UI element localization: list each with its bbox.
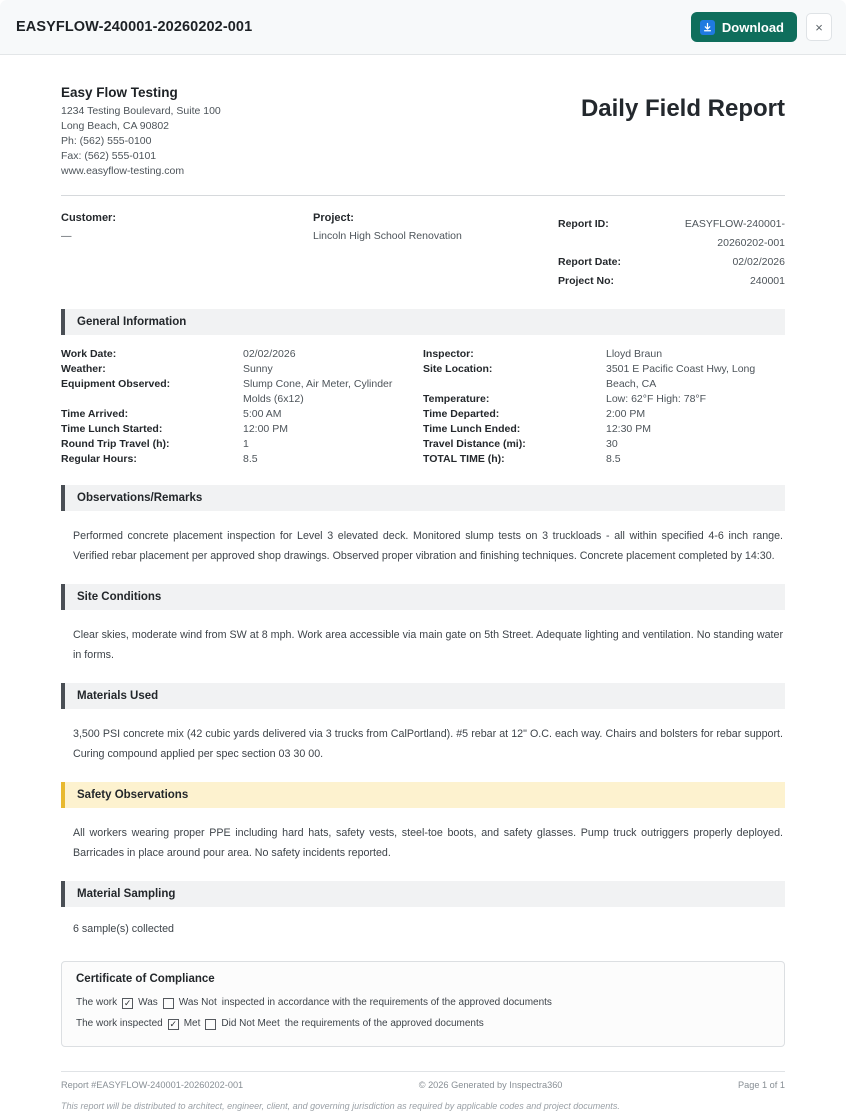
cert2-did-not-meet-checkbox[interactable] (205, 1019, 216, 1030)
footer-distribution-note: This report will be distributed to architect, engineer, client, and governing jurisdiction as required by applicable codes and project documents. (61, 1101, 620, 1111)
footer-row (61, 1072, 785, 1090)
time-lunch-ended-label: Time Lunch Ended: (423, 423, 521, 435)
cert2-met-label: Met (183, 1018, 201, 1029)
cert1-was-not-label: Was Not (178, 997, 217, 1008)
section-header-material-sampling: Material Sampling (61, 881, 785, 907)
regular-hours-value: 8.5 (243, 453, 258, 465)
general-info-right-column (423, 347, 785, 467)
safety-observations-body: All workers wearing proper PPE including hard hats, safety vests, steel-toe boots, and safety glasses. Pump truck outriggers properly deployed. Barricades in place around pour area. No safety incidents reported. (73, 827, 783, 859)
report-date-value: 02/02/2026 (732, 256, 785, 268)
report-date-row (558, 253, 785, 272)
cert1-prefix: The work (76, 997, 118, 1008)
certificate-title: Certificate of Compliance (76, 973, 215, 985)
time-lunch-ended-value: 12:30 PM (606, 423, 651, 435)
close-button[interactable] (806, 13, 832, 41)
report-id-block (558, 210, 785, 291)
project-no-label: Project No: (558, 275, 615, 287)
time-departed-value: 2:00 PM (606, 408, 646, 420)
footer-report-number: Report #EASYFLOW-240001-20260202-001 (61, 1080, 244, 1090)
general-right-values (606, 347, 785, 467)
materials-used-body: 3,500 PSI concrete mix (42 cubic yards delivered via 3 trucks from CalPortland). #5 rebar at 12" O.C. each way. Chairs and bolsters for rebar support. Curing compound applied per spec section 03 30 00. (73, 728, 783, 760)
cert1-was-not-checkbox[interactable] (163, 998, 174, 1009)
project-label: Project: (313, 212, 354, 224)
travel-distance-label: Travel Distance (mi): (423, 438, 526, 450)
observations-body: Performed concrete placement inspection for Level 3 elevated deck. Monitored slump tests on 3 truckloads - all within specified 4-6 inch range. Verified rebar placement per approved shop drawings. Observed proper vibration and finishing techniques. Concrete placement completed by 14:30. (73, 530, 783, 562)
company-name: Easy Flow Testing (61, 85, 178, 100)
section-header-observations-remarks: Observations/Remarks (61, 485, 785, 511)
download-button-label: Download (721, 19, 784, 35)
report-id-row (558, 215, 785, 253)
round-trip-travel-label: Round Trip Travel (h): (61, 438, 170, 450)
certificate-of-compliance (61, 961, 785, 1047)
cert1-suffix: inspected in accordance with the requirements of the approved documents (221, 997, 552, 1008)
inspector-value: Lloyd Braun (606, 348, 663, 360)
project-value: Lincoln High School Renovation (313, 230, 462, 242)
certificate-line-2 (76, 1015, 770, 1033)
customer-block (61, 210, 313, 291)
general-right-labels (423, 347, 606, 467)
footer-copyright: © 2026 Generated by Inspectra360 (418, 1080, 563, 1090)
section-header-materials-used: Materials Used (61, 683, 785, 709)
cert2-prefix: The work inspected (76, 1018, 163, 1029)
project-no-row (558, 272, 785, 291)
report-id-label: Report ID: (558, 218, 609, 230)
cert2-suffix: the requirements of the approved documents (284, 1018, 484, 1029)
cert2-met-checkbox[interactable]: ✓ (169, 1018, 177, 1029)
section-header-site-conditions: Site Conditions (61, 584, 785, 610)
report-id-value: EASYFLOW-240001-20260202-001 (684, 218, 785, 249)
company-website: www.easyflow-testing.com (61, 165, 185, 177)
site-location-value: 3501 E Pacific Coast Hwy, Long Beach, CA (606, 363, 756, 390)
company-block (61, 85, 221, 179)
cert1-was-checkbox[interactable]: ✓ (123, 997, 132, 1008)
cert1-was-label: Was (138, 997, 158, 1008)
time-lunch-started-label: Time Lunch Started: (61, 423, 163, 435)
weather-label: Weather: (61, 363, 106, 375)
report-document (0, 55, 846, 1111)
cert2-did-not-meet-label: Did Not Meet (221, 1018, 280, 1029)
company-phone: Ph: (562) 555-0100 (61, 135, 152, 147)
footer-page-number: Page 1 of 1 (738, 1080, 785, 1090)
travel-distance-value: 30 (606, 438, 618, 450)
work-date-value: 02/02/2026 (243, 348, 296, 360)
modal-header (0, 0, 846, 55)
total-time-value: 8.5 (606, 453, 621, 465)
company-address-1: 1234 Testing Boulevard, Suite 100 (61, 105, 221, 117)
download-button[interactable] (691, 12, 797, 42)
equipment-observed-label: Equipment Observed: (61, 378, 171, 390)
company-address-2: Long Beach, CA 90802 (61, 120, 170, 132)
temperature-label: Temperature: (423, 393, 490, 405)
company-fax: Fax: (562) 555-0101 (61, 150, 157, 162)
close-icon: × (815, 19, 823, 35)
general-information-grid (61, 335, 785, 467)
total-time-label: TOTAL TIME (h): (423, 453, 505, 465)
report-date-label: Report Date: (558, 256, 622, 268)
round-trip-travel-value: 1 (243, 438, 249, 450)
time-departed-label: Time Departed: (423, 408, 500, 420)
page-title: Daily Field Report (580, 95, 785, 122)
inspector-label: Inspector: (423, 348, 474, 360)
customer-label: Customer: (61, 212, 117, 224)
general-left-values (243, 347, 423, 467)
work-date-label: Work Date: (61, 348, 117, 360)
section-header-safety-observations: Safety Observations (61, 782, 785, 808)
certificate-line-1 (76, 994, 770, 1012)
material-sampling-body: 6 sample(s) collected (73, 923, 174, 935)
time-arrived-value: 5:00 AM (243, 408, 282, 420)
regular-hours-label: Regular Hours: (61, 453, 137, 465)
time-arrived-label: Time Arrived: (61, 408, 129, 420)
equipment-observed-value: Slump Cone, Air Meter, Cylinder Molds (6x12) (243, 378, 393, 405)
site-conditions-body: Clear skies, moderate wind from SW at 8 mph. Work area accessible via main gate on 5th Street. Adequate lighting and ventilation. No standing water in forms. (73, 629, 783, 661)
section-header-general-information: General Information (61, 309, 785, 335)
weather-value: Sunny (243, 363, 273, 375)
project-no-value: 240001 (749, 275, 785, 287)
report-meta (61, 196, 785, 291)
modal-title: EASYFLOW-240001-20260202-001 (16, 19, 253, 35)
download-arrow-icon (700, 20, 715, 35)
temperature-value: Low: 62°F High: 78°F (606, 393, 707, 405)
general-info-left-column (61, 347, 423, 467)
time-lunch-started-value: 12:00 PM (243, 423, 288, 435)
customer-value: — (61, 230, 72, 242)
general-left-labels (61, 347, 243, 467)
site-location-label: Site Location: (423, 363, 493, 375)
project-block (313, 210, 558, 291)
letterhead (61, 75, 785, 179)
